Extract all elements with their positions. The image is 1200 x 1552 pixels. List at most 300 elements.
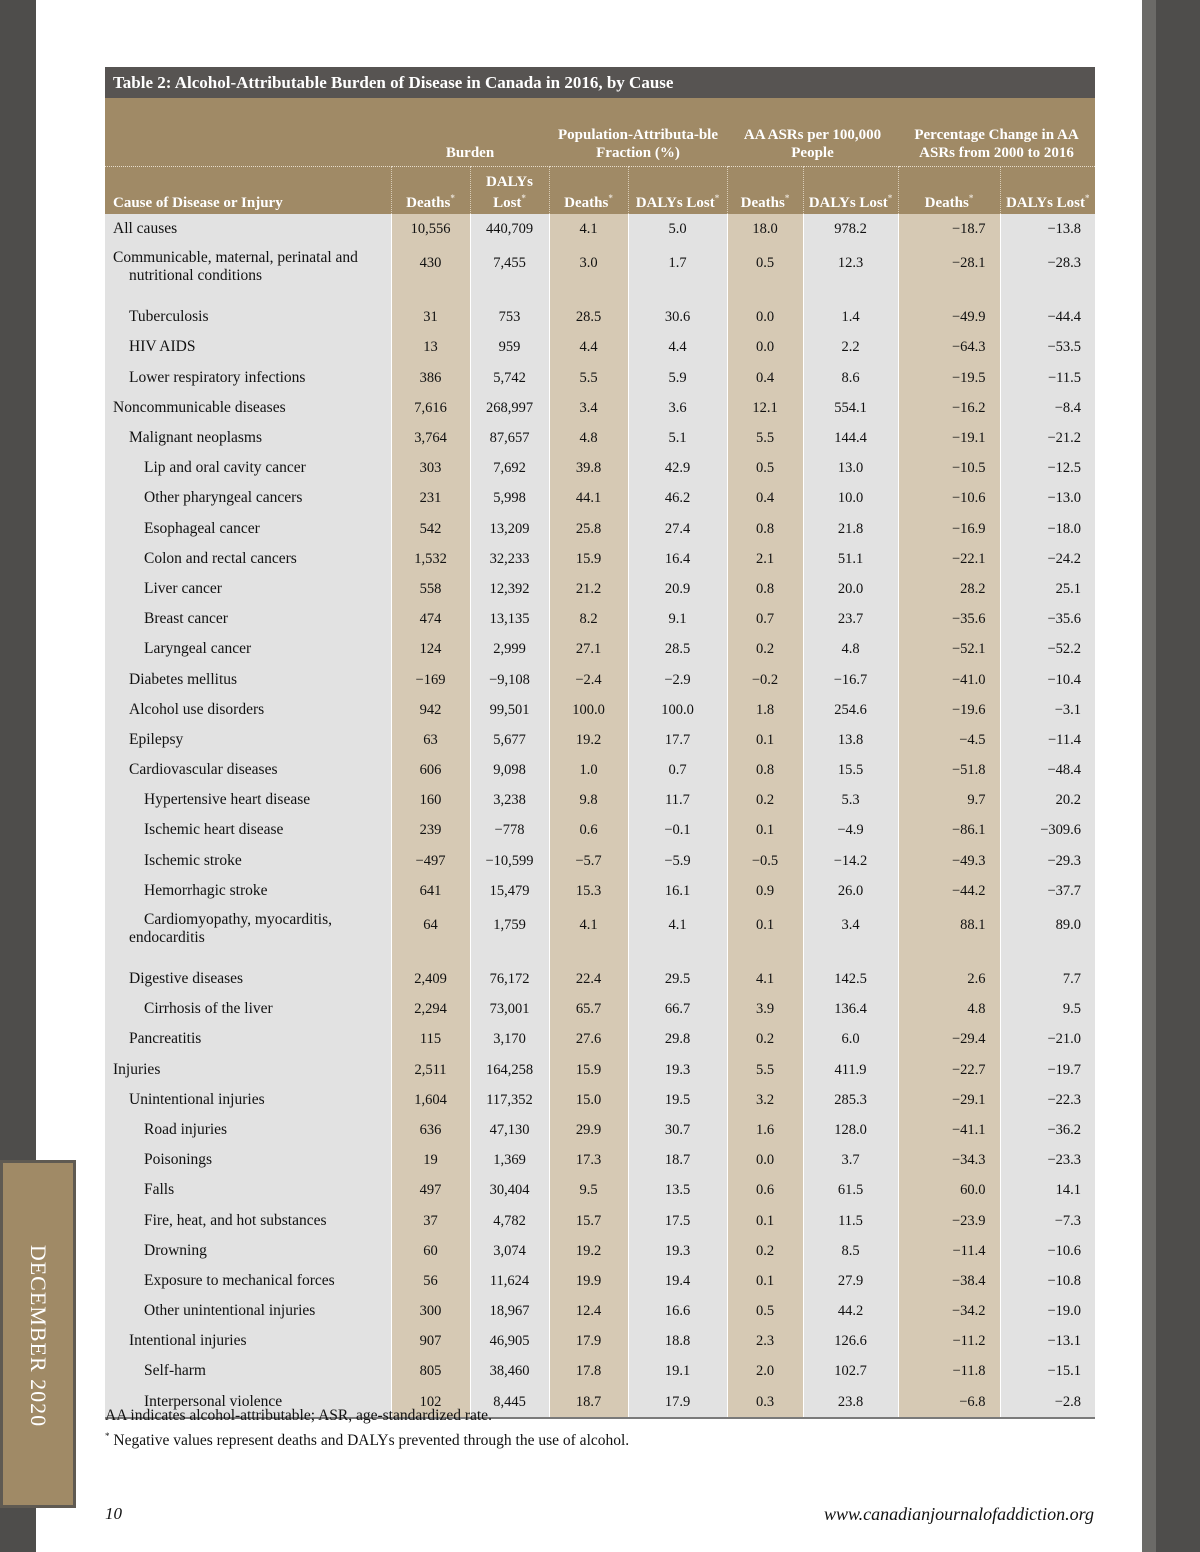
row-value: 44.2 [803, 1296, 898, 1326]
footnote-marker: * [714, 193, 720, 203]
row-value: 3.6 [628, 393, 727, 423]
row-value: 18.7 [628, 1145, 727, 1175]
row-value: 497 [391, 1175, 470, 1205]
row-value: 15.0 [549, 1085, 628, 1115]
row-value: 0.1 [727, 906, 803, 964]
row-value: −2.8 [1000, 1387, 1095, 1418]
row-cause-label: Other pharyngeal cancers [144, 489, 303, 507]
column-header-dalys [628, 167, 727, 215]
table-row [105, 1115, 1095, 1145]
website-link[interactable]: www.canadianjournalofaddiction.org [823, 1504, 1094, 1524]
row-value: −52.2 [1000, 634, 1095, 664]
row-value: 27.9 [803, 1266, 898, 1296]
row-value: 18.8 [628, 1326, 727, 1356]
row-value: 66.7 [628, 994, 727, 1024]
row-value: 0.0 [727, 332, 803, 362]
row-value: −21.2 [1000, 423, 1095, 453]
row-value: 38,460 [470, 1356, 549, 1386]
row-cause-label: Unintentional injuries [129, 1090, 265, 1108]
row-value: 10,556 [391, 214, 470, 244]
row-value: 0.7 [628, 755, 727, 785]
row-value: 39.8 [549, 453, 628, 483]
row-value: 0.7 [727, 604, 803, 634]
row-value: 2.2 [803, 332, 898, 362]
table-row [105, 483, 1095, 513]
row-value: −11.5 [1000, 363, 1095, 393]
row-value: 0.6 [727, 1175, 803, 1205]
row-cause-label: HIV AIDS [129, 338, 196, 356]
row-value: 907 [391, 1326, 470, 1356]
table-row [105, 514, 1095, 544]
row-value: 5.1 [628, 423, 727, 453]
table-row [105, 846, 1095, 876]
row-value: −13.0 [1000, 483, 1095, 513]
row-value: 46,905 [470, 1326, 549, 1356]
row-value: 19.2 [549, 725, 628, 755]
row-cause [105, 846, 391, 876]
row-value: 102.7 [803, 1356, 898, 1386]
row-cause-label-continued: endocarditis [129, 928, 205, 946]
row-value: −86.1 [898, 815, 1000, 845]
row-value: 10.0 [803, 483, 898, 513]
row-value: 239 [391, 815, 470, 845]
row-value: −44.2 [898, 876, 1000, 906]
row-cause [105, 1326, 391, 1356]
row-value: 3.4 [549, 393, 628, 423]
row-value: −44.4 [1000, 302, 1095, 332]
row-value: 19.5 [628, 1085, 727, 1115]
table-row [105, 755, 1095, 785]
row-value: 99,501 [470, 695, 549, 725]
row-cause [105, 514, 391, 544]
row-value: −36.2 [1000, 1115, 1095, 1145]
row-value: 13,209 [470, 514, 549, 544]
footnote-negative-values [105, 1426, 629, 1451]
row-value: −35.6 [898, 604, 1000, 634]
row-value: 474 [391, 604, 470, 634]
row-value: 0.1 [727, 815, 803, 845]
row-value: −28.3 [1000, 244, 1095, 302]
row-value: 15.9 [549, 544, 628, 574]
row-value: 2,511 [391, 1055, 470, 1085]
row-value: 0.4 [727, 483, 803, 513]
row-value: 17.5 [628, 1205, 727, 1235]
row-value: 4.1 [628, 906, 727, 964]
table-row [105, 1296, 1095, 1326]
column-header-deaths [391, 167, 470, 215]
row-cause-label: Falls [144, 1181, 175, 1199]
row-value: 0.8 [727, 574, 803, 604]
row-value: 636 [391, 1115, 470, 1145]
row-cause [105, 302, 391, 332]
row-cause-label: Digestive diseases [129, 970, 244, 988]
row-value: 3.4 [803, 906, 898, 964]
row-value: 20.2 [1000, 785, 1095, 815]
row-value: 1.6 [727, 1115, 803, 1145]
table-body [105, 214, 1095, 1418]
row-cause-label: Cardiovascular diseases [129, 761, 278, 779]
row-value: 11.7 [628, 785, 727, 815]
row-value: 19.9 [549, 1266, 628, 1296]
row-value: 100.0 [628, 695, 727, 725]
row-value: 3,238 [470, 785, 549, 815]
row-value: 3.0 [549, 244, 628, 302]
column-header-dalys-label: DALYs Lost [635, 195, 715, 211]
row-value: 1.4 [803, 302, 898, 332]
row-value: 9.8 [549, 785, 628, 815]
footnote-negative-text: Negative values represent deaths and DALYs prevented through the use of alcohol. [113, 1432, 630, 1450]
row-value: 28.5 [628, 634, 727, 664]
row-value: 87,657 [470, 423, 549, 453]
row-value: 8,445 [470, 1387, 549, 1418]
row-value: 606 [391, 755, 470, 785]
row-cause-label: Road injuries [144, 1120, 228, 1138]
row-value: −18.0 [1000, 514, 1095, 544]
row-value: −35.6 [1000, 604, 1095, 634]
row-value: 42.9 [628, 453, 727, 483]
row-cause [105, 1024, 391, 1054]
row-value: −2.9 [628, 664, 727, 694]
row-value: 0.6 [549, 815, 628, 845]
footnote-abbreviations: AA indicates alcohol-attributable; ASR, age-standardized rate. [105, 1407, 492, 1424]
row-cause-label: Noncommunicable diseases [113, 398, 286, 416]
row-cause-label: Self-harm [144, 1362, 206, 1380]
table-row [105, 1175, 1095, 1205]
row-value: 23.8 [803, 1387, 898, 1418]
row-value: −29.4 [898, 1024, 1000, 1054]
row-cause-label: Pancreatitis [129, 1030, 202, 1048]
row-value: 1,532 [391, 544, 470, 574]
row-value: 2.1 [727, 544, 803, 574]
row-value: 128.0 [803, 1115, 898, 1145]
row-value: 61.5 [803, 1175, 898, 1205]
row-value: −11.4 [1000, 725, 1095, 755]
row-value: 19 [391, 1145, 470, 1175]
row-value: 17.7 [628, 725, 727, 755]
row-value: 136.4 [803, 994, 898, 1024]
row-value: −10,599 [470, 846, 549, 876]
row-value: −11.8 [898, 1356, 1000, 1386]
row-value: 124 [391, 634, 470, 664]
row-cause-label: Alcohol use disorders [129, 700, 265, 718]
row-value: 641 [391, 876, 470, 906]
row-value: 1,369 [470, 1145, 549, 1175]
row-value: 102 [391, 1387, 470, 1418]
row-value: 805 [391, 1356, 470, 1386]
row-cause [105, 393, 391, 423]
row-value: 1,759 [470, 906, 549, 964]
row-value: 0.5 [727, 1296, 803, 1326]
row-value: 142.5 [803, 964, 898, 994]
footnote-marker: * [608, 193, 613, 203]
row-cause-label: Fire, heat, and hot substances [144, 1211, 327, 1229]
row-cause [105, 964, 391, 994]
row-cause [105, 1145, 391, 1175]
row-value: 411.9 [803, 1055, 898, 1085]
row-value: 0.0 [727, 302, 803, 332]
row-value: 5.9 [628, 363, 727, 393]
row-value: −19.1 [898, 423, 1000, 453]
row-value: −8.4 [1000, 393, 1095, 423]
column-header-deaths-label: Deaths [924, 195, 969, 211]
row-cause-label: All causes [113, 220, 178, 238]
row-value: −3.1 [1000, 695, 1095, 725]
row-value: 29.9 [549, 1115, 628, 1145]
row-value: 17.3 [549, 1145, 628, 1175]
row-value: 268,997 [470, 393, 549, 423]
row-value: −0.5 [727, 846, 803, 876]
row-value: 5.0 [628, 214, 727, 244]
row-cause [105, 544, 391, 574]
row-cause [105, 785, 391, 815]
row-value: 8.5 [803, 1236, 898, 1266]
row-value: 5,998 [470, 483, 549, 513]
row-value: 0.2 [727, 1024, 803, 1054]
row-cause [105, 1085, 391, 1115]
row-value: 100.0 [549, 695, 628, 725]
row-value: −18.7 [898, 214, 1000, 244]
row-value: 2,999 [470, 634, 549, 664]
row-value: 6.0 [803, 1024, 898, 1054]
row-value: 76,172 [470, 964, 549, 994]
row-cause [105, 1055, 391, 1085]
row-cause [105, 214, 391, 244]
row-value: 15.5 [803, 755, 898, 785]
row-value: 558 [391, 574, 470, 604]
footnote-star: * [105, 1431, 110, 1441]
row-value: 56 [391, 1266, 470, 1296]
row-value: −51.8 [898, 755, 1000, 785]
row-value: 542 [391, 514, 470, 544]
row-value: 3,764 [391, 423, 470, 453]
row-value: −14.2 [803, 846, 898, 876]
row-value: −0.1 [628, 815, 727, 845]
row-cause [105, 1175, 391, 1205]
table-row [105, 1236, 1095, 1266]
column-header-deaths-label: Deaths [564, 195, 609, 211]
row-value: 115 [391, 1024, 470, 1054]
row-value: 7.7 [1000, 964, 1095, 994]
row-value: −10.8 [1000, 1266, 1095, 1296]
row-cause-label: Lower respiratory infections [129, 368, 306, 386]
column-header-dalys-label: DALYs Lost [1005, 195, 1086, 211]
group-header-paf: Population-Attributa-ble Fraction (%) [549, 98, 727, 167]
row-value: 0.1 [727, 1266, 803, 1296]
column-header-dalys [803, 167, 898, 215]
table-notes [105, 1406, 629, 1451]
row-value: 31 [391, 302, 470, 332]
row-value: −49.3 [898, 846, 1000, 876]
row-value: 0.3 [727, 1387, 803, 1418]
row-value: 144.4 [803, 423, 898, 453]
row-cause [105, 876, 391, 906]
row-value: −22.3 [1000, 1085, 1095, 1115]
row-value: 386 [391, 363, 470, 393]
row-value: 126.6 [803, 1326, 898, 1356]
table-title: Table 2: Alcohol-Attributable Burden of Disease in Canada in 2016, by Cause [105, 67, 1095, 98]
row-cause-label: Hemorrhagic stroke [144, 881, 268, 899]
row-value: −64.3 [898, 332, 1000, 362]
row-value: 29.5 [628, 964, 727, 994]
row-value: −41.0 [898, 664, 1000, 694]
row-value: 20.9 [628, 574, 727, 604]
column-header-deaths [549, 167, 628, 215]
row-value: −19.5 [898, 363, 1000, 393]
row-cause-label: Exposure to mechanical forces [144, 1271, 335, 1289]
table-row [105, 1024, 1095, 1054]
row-value: 0.2 [727, 1236, 803, 1266]
row-value: −309.6 [1000, 815, 1095, 845]
row-value: −11.4 [898, 1236, 1000, 1266]
row-value: 3.9 [727, 994, 803, 1024]
row-value: −23.9 [898, 1205, 1000, 1235]
row-value: 5,742 [470, 363, 549, 393]
row-value: 3,170 [470, 1024, 549, 1054]
table-row [105, 574, 1095, 604]
footnote-marker: * [784, 193, 790, 203]
row-value: 25.8 [549, 514, 628, 544]
row-value: −34.2 [898, 1296, 1000, 1326]
row-value: 19.3 [628, 1236, 727, 1266]
table-row [105, 332, 1095, 362]
row-value: 978.2 [803, 214, 898, 244]
row-value: 0.2 [727, 634, 803, 664]
column-header-deaths [727, 167, 803, 215]
row-value: 4.4 [628, 332, 727, 362]
row-value: −497 [391, 846, 470, 876]
row-value: 9,098 [470, 755, 549, 785]
row-value: 16.4 [628, 544, 727, 574]
row-value: −13.1 [1000, 1326, 1095, 1356]
row-value: −24.2 [1000, 544, 1095, 574]
row-value: 3,074 [470, 1236, 549, 1266]
row-cause [105, 363, 391, 393]
row-value: 5.3 [803, 785, 898, 815]
row-value: 29.8 [628, 1024, 727, 1054]
row-value: 51.1 [803, 544, 898, 574]
row-value: 2,294 [391, 994, 470, 1024]
row-value: 37 [391, 1205, 470, 1235]
row-value: 19.2 [549, 1236, 628, 1266]
table-row [105, 964, 1095, 994]
row-cause [105, 906, 391, 964]
table-row [105, 664, 1095, 694]
row-cause [105, 664, 391, 694]
row-value: −6.8 [898, 1387, 1000, 1418]
burden-table [105, 67, 1095, 1419]
row-cause-label: Malignant neoplasms [129, 429, 263, 447]
row-value: 7,692 [470, 453, 549, 483]
row-cause-label: Communicable, maternal, perinatal and [113, 249, 358, 267]
row-value: 8.6 [803, 363, 898, 393]
row-value: 117,352 [470, 1085, 549, 1115]
row-value: −49.9 [898, 302, 1000, 332]
row-cause-label: Diabetes mellitus [129, 670, 238, 688]
row-cause-label: Cardiomyopathy, myocarditis, [144, 910, 332, 928]
row-value: −28.1 [898, 244, 1000, 302]
row-cause-label: Interpersonal violence [144, 1392, 283, 1410]
row-value: 27.6 [549, 1024, 628, 1054]
row-value: 4.4 [549, 332, 628, 362]
row-cause [105, 574, 391, 604]
row-value: 1.7 [628, 244, 727, 302]
row-value: −0.2 [727, 664, 803, 694]
table-row [105, 214, 1095, 244]
row-cause [105, 423, 391, 453]
row-value: 4.8 [803, 634, 898, 664]
row-cause-label: Epilepsy [129, 730, 184, 748]
table-row [105, 1205, 1095, 1235]
row-value: −16.2 [898, 393, 1000, 423]
row-value: 13.5 [628, 1175, 727, 1205]
column-header-dalys-label: DALYs Lost [486, 174, 533, 211]
row-value: 22.4 [549, 964, 628, 994]
row-value: 2,409 [391, 964, 470, 994]
row-value: −7.3 [1000, 1205, 1095, 1235]
row-value: 11,624 [470, 1266, 549, 1296]
group-header-empty [105, 98, 391, 167]
row-value: 0.1 [727, 725, 803, 755]
row-value: 4.1 [549, 906, 628, 964]
row-value: 959 [470, 332, 549, 362]
row-value: 303 [391, 453, 470, 483]
row-value: −9,108 [470, 664, 549, 694]
row-cause [105, 725, 391, 755]
row-value: 19.3 [628, 1055, 727, 1085]
group-header-asr: AA ASRs per 100,000 People [727, 98, 898, 167]
row-value: 15.7 [549, 1205, 628, 1235]
table-row [105, 994, 1095, 1024]
row-value: 60.0 [898, 1175, 1000, 1205]
table-row [105, 302, 1095, 332]
column-header-cause: Cause of Disease or Injury [105, 167, 391, 215]
row-value: 89.0 [1000, 906, 1095, 964]
page-number: 10 [105, 1504, 122, 1523]
footnote-marker: * [887, 193, 893, 203]
row-value: 254.6 [803, 695, 898, 725]
row-cause [105, 994, 391, 1024]
table-row [105, 695, 1095, 725]
side-issue-label: DECEMBER 2020 [26, 1244, 51, 1428]
row-cause [105, 1236, 391, 1266]
row-value: 231 [391, 483, 470, 513]
row-value: 5.5 [727, 1055, 803, 1085]
row-value: −15.1 [1000, 1356, 1095, 1386]
row-value: 32,233 [470, 544, 549, 574]
row-value: 0.0 [727, 1145, 803, 1175]
row-value: 7,455 [470, 244, 549, 302]
row-value: 17.9 [549, 1326, 628, 1356]
row-value: 21.8 [803, 514, 898, 544]
row-value: −41.1 [898, 1115, 1000, 1145]
row-value: −22.1 [898, 544, 1000, 574]
row-value: 15.9 [549, 1055, 628, 1085]
row-value: 13.0 [803, 453, 898, 483]
row-cause-label: Ischemic stroke [144, 851, 242, 869]
row-value: 15,479 [470, 876, 549, 906]
row-cause [105, 453, 391, 483]
row-value: 4.8 [549, 423, 628, 453]
row-value: −21.0 [1000, 1024, 1095, 1054]
row-value: 30.6 [628, 302, 727, 332]
row-cause [105, 1266, 391, 1296]
row-value: −12.5 [1000, 453, 1095, 483]
row-cause [105, 634, 391, 664]
row-value: 26.0 [803, 876, 898, 906]
row-value: 9.5 [1000, 994, 1095, 1024]
row-value: 300 [391, 1296, 470, 1326]
row-value: −19.7 [1000, 1055, 1095, 1085]
